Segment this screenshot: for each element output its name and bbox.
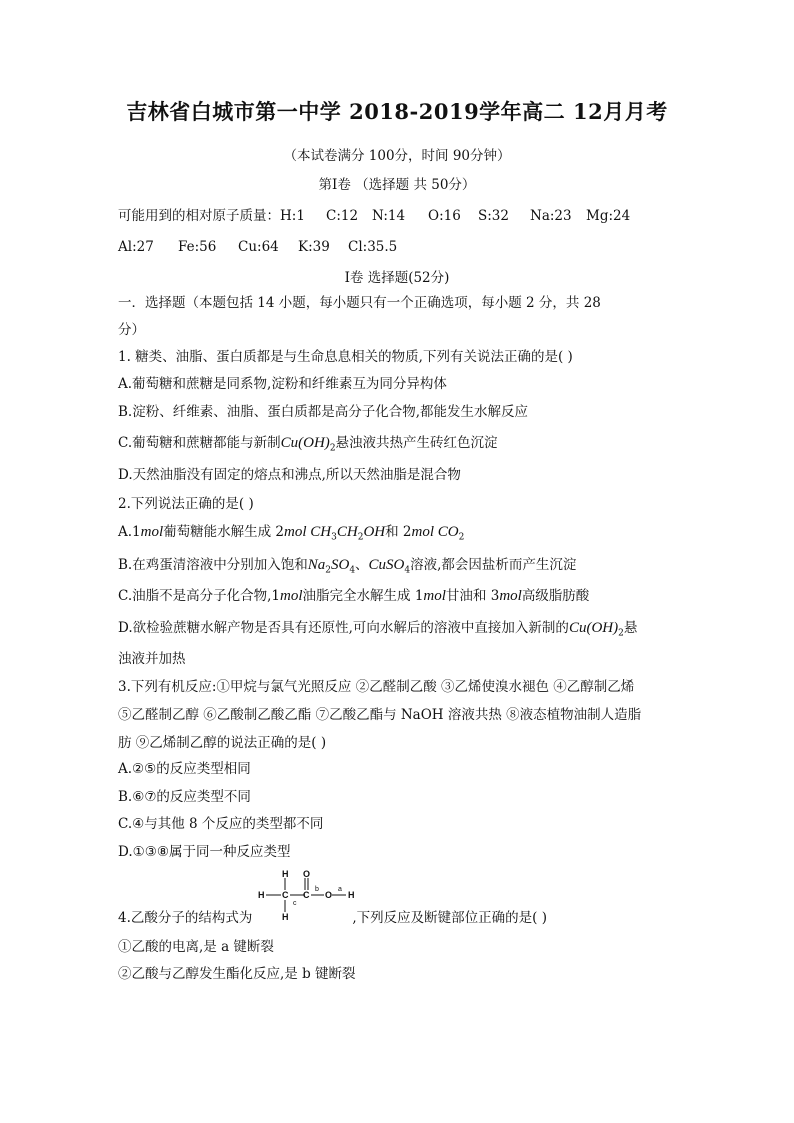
mass-k: K:39: [298, 239, 330, 255]
q2-a-unit: mol: [140, 524, 164, 540]
q3-option-a: A.②⑤的反应类型相同: [118, 761, 251, 777]
part-heading: 第Ⅰ卷 （选择题 共 50分）: [318, 177, 476, 193]
mass-na: Na:23: [530, 208, 572, 224]
q2-d-text-end: 悬: [623, 620, 638, 636]
q2-a-text3: 和 2: [385, 524, 412, 540]
q2-a-text2: 葡萄糖能水解生成 2: [163, 524, 285, 540]
atomic-masses-row1: [118, 206, 630, 226]
q4-statement-1: ①乙酸的电离,是 a 键断裂: [118, 939, 274, 955]
atom-c2: C: [303, 890, 310, 900]
q4-stem-text: 4.乙酸分子的结构式为: [118, 910, 253, 926]
q2-a-formula4: mol CO: [411, 524, 459, 540]
q2-a-formula3: OH: [363, 524, 386, 540]
atom-h-right: H: [348, 890, 355, 900]
q3-option-d: D.①③⑧属于同一种反应类型: [118, 844, 291, 860]
atom-h-left: H: [258, 890, 265, 900]
q2-d-formula: Cu(OH): [568, 620, 619, 636]
mass-fe: Fe:56: [178, 239, 217, 255]
q2-b-formula3: CuSO: [368, 557, 405, 573]
acetic-acid-structure: [256, 868, 362, 924]
instructions-line2: 分）: [118, 322, 145, 338]
q2-option-a: A.1mol葡萄糖能水解生成 2mol $CH_3CH_2OH$和 2mol $CO_2$: [118, 524, 465, 543]
q3-option-c: C.④与其他 8 个反应的类型都不同: [118, 816, 324, 832]
instructions-line1: 一．选择题（本题包括 14 小题，每小题只有一个正确选项，每小题 2 分，共 28: [118, 295, 601, 311]
mass-s: S:32: [478, 208, 509, 224]
q1-option-b: B.淀粉、纤维素、油脂、蛋白质都是高分子化合物,都能发生水解反应: [118, 404, 529, 420]
mass-mg: Mg:24: [586, 208, 631, 224]
page-title: 吉林省白城市第一中学 2018-2019学年高二 12月月考: [126, 99, 668, 124]
q2-c-text: C.油脂不是高分子化合物,1: [118, 588, 281, 604]
q3-option-b: B.⑥⑦的反应类型不同: [118, 789, 251, 805]
atom-o-double: O: [303, 869, 311, 879]
q2-c-unit: mol: [280, 588, 303, 604]
mass-o: O:16: [428, 208, 461, 224]
q2-d-text: D.欲检验蔗糖水解产物是否具有还原性,可向水解后的溶液中直接加入新制的: [118, 620, 569, 636]
q4-statement-2: ②乙酸与乙醇发生酯化反应,是 b 键断裂: [118, 966, 356, 982]
atomic-masses-row2: [118, 237, 397, 257]
q2-d-subscript: 2: [618, 628, 624, 639]
section-heading: Ⅰ卷 选择题(52分): [344, 270, 450, 286]
q1-c-text-end: 悬浊液共热产生砖红色沉淀: [335, 435, 498, 451]
q2-b-text-end: 溶液,都会因盐析而产生沉淀: [410, 557, 577, 573]
bond-label-c: c: [293, 900, 297, 907]
q2-option-b: B.在鸡蛋清溶液中分别加入饱和$Na_2SO_4$、CuSO$_4$溶液,都会因盐析而产生沉淀: [118, 557, 577, 576]
q3-line3: 肪 ⑨乙烯制乙醇的说法正确的是( ): [118, 735, 327, 751]
q1-stem: 1. 糖类、油脂、蛋白质都是与生命息息相关的物质,下列有关说法正确的是( ): [118, 349, 573, 365]
mass-cl: Cl:35.5: [348, 239, 398, 255]
q4-stem-text-end: ,下列反应及断键部位正确的是( ): [352, 910, 548, 926]
q2-c-unit2: mol: [423, 588, 446, 604]
q2-option-c: [118, 586, 589, 606]
atom-c1: C: [282, 890, 289, 900]
q2-a-text: A.1: [118, 524, 141, 540]
q2-stem: 2.下列说法正确的是( ): [118, 496, 254, 512]
q2-c-text3: 甘油和 3: [445, 588, 500, 604]
exam-info: （本试卷满分 100分，时间 90分钟）: [283, 148, 511, 164]
atom-o-single: O: [325, 890, 333, 900]
q1-c-formula: Cu(OH): [280, 435, 330, 451]
bond-label-a: a: [338, 886, 342, 893]
q2-option-d: [118, 618, 637, 644]
q2-b-formula2: SO: [330, 557, 350, 573]
q1-option-d: D.天然油脂没有固定的熔点和沸点,所以天然油脂是混合物: [118, 467, 461, 483]
q1-c-text: C.葡萄糖和蔗糖都能与新制: [118, 435, 281, 451]
atom-h-bottom: H: [282, 912, 289, 922]
q3-line2: ⑤乙醛制乙醇 ⑥乙酸制乙酸乙酯 ⑦乙酸乙酯与 NaOH 溶液共热 ⑧液态植物油制人造脂: [118, 707, 642, 723]
mass-cu: Cu:64: [238, 239, 279, 255]
q1-option-a: A.葡萄糖和蔗糖是同系物,淀粉和纤维素互为同分异构体: [118, 376, 447, 392]
q2-b-text: B.在鸡蛋清溶液中分别加入饱和: [118, 557, 308, 573]
q2-c-text-end: 高级脂肪酸: [521, 588, 590, 604]
q1-c-subscript: 2: [329, 443, 336, 454]
bond-label-b: b: [315, 886, 319, 893]
mass-c: C:12: [326, 208, 359, 224]
q2-b-formula: Na: [307, 557, 326, 573]
q2-option-d-cont: 浊液并加热: [118, 651, 186, 667]
q1-option-c: [118, 433, 498, 459]
q2-b-sep: 、: [355, 557, 369, 573]
q2-a-formula: mol CH: [284, 524, 332, 540]
q2-c-text2: 油脂完全水解生成 1: [302, 588, 424, 604]
q2-a-formula2: CH: [336, 524, 358, 540]
mass-h: H:1: [280, 208, 305, 224]
q2-c-unit3: mol: [499, 588, 522, 604]
mass-al: Al:27: [118, 239, 154, 255]
q3-line1: 3.下列有机反应:①甲烷与氯气光照反应 ②乙醛制乙酸 ③乙烯使溴水褪色 ④乙醇制乙烯: [118, 679, 635, 695]
atomic-mass-label: 可能用到的相对原子质量：: [118, 208, 280, 224]
mass-n: N:14: [372, 208, 406, 224]
atom-h-top: H: [282, 869, 289, 879]
